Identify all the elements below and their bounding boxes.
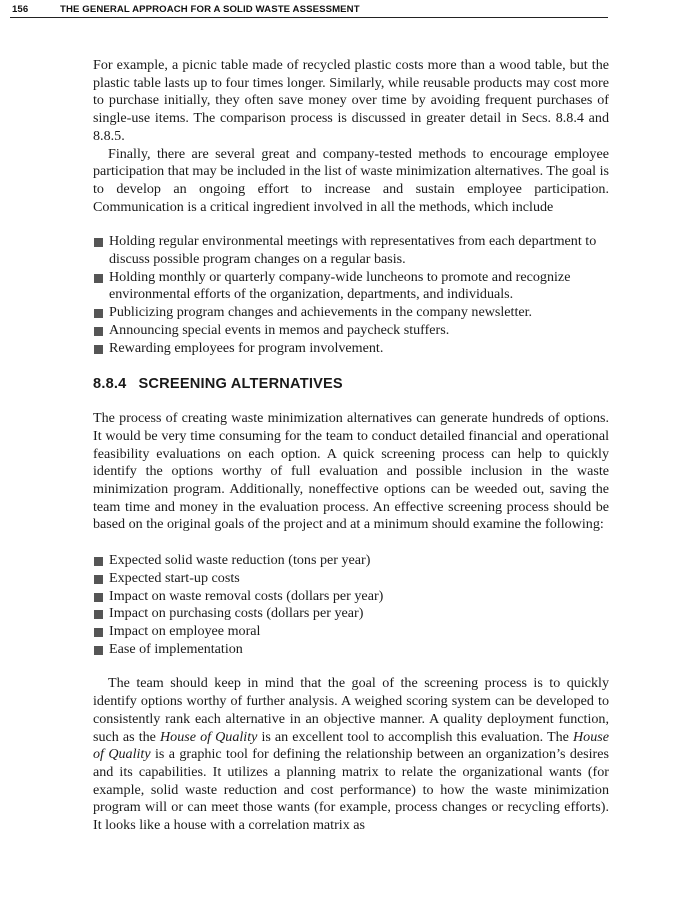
list-item: Holding regular environmental meetings with representatives from each department to discuss possible program changes on a regular basis. [93, 233, 609, 268]
section-number: 8.8.4 [93, 376, 127, 393]
square-bullet-icon [94, 238, 103, 247]
paragraph-screening-process: The process of creating waste minimization alternatives can generate hundreds of options. It would be very time consuming for the team to conduct detailed financial and operational feasibility evaluations on each option. A quick screening process can help to quickly identify the options worthy of full evaluation and possible inclusion in the waste minimization program. Additionally, noneffective options can be weeded out, saving the team time and money in the evaluation process. An effective screening process should be based on the original goals of the project and at a minimum should examine the following: [93, 410, 609, 533]
square-bullet-icon [94, 646, 103, 655]
section-heading [93, 375, 609, 393]
square-bullet-icon [94, 610, 103, 619]
square-bullet-icon [94, 593, 103, 602]
running-head-title: THE GENERAL APPROACH FOR A SOLID WASTE ASSESSMENT [60, 4, 360, 15]
participation-methods-list [93, 233, 609, 357]
section-title: SCREENING ALTERNATIVES [138, 376, 343, 393]
list-item: Impact on waste removal costs (dollars per year) [93, 588, 609, 606]
list-item: Publicizing program changes and achievements in the company newsletter. [93, 304, 609, 322]
list-item: Impact on employee moral [93, 623, 609, 641]
paragraph-employee-participation: Finally, there are several great and company-tested methods to encourage employee participation that may be included in the list of waste minimization alternatives. The goal is to develop an ongoing effort to increase and sustain employee participation. Communication is a critical ingredient involved in all the methods, which include [93, 145, 609, 215]
list-item: Announcing special events in memos and paycheck stuffers. [93, 322, 609, 340]
house-of-quality-term: House of Quality [160, 728, 258, 745]
running-head [10, 3, 608, 18]
house-of-quality-term: House of Quality [93, 728, 609, 763]
list-item: Ease of implementation [93, 641, 609, 659]
screening-criteria-list [93, 552, 609, 658]
square-bullet-icon [94, 628, 103, 637]
square-bullet-icon [94, 345, 103, 354]
list-item: Rewarding employees for program involvement. [93, 340, 609, 358]
square-bullet-icon [94, 557, 103, 566]
square-bullet-icon [94, 575, 103, 584]
page-body [93, 57, 609, 835]
square-bullet-icon [94, 327, 103, 336]
square-bullet-icon [94, 274, 103, 283]
list-item: Expected start-up costs [93, 570, 609, 588]
square-bullet-icon [94, 309, 103, 318]
paragraph-house-of-quality: The team should keep in mind that the goal of the screening process is to quickly identify options worthy of further analysis. A weighed scoring system can be developed to consistently rank each alternative in an objective manner. A quality deployment function, such as the House of Quality is an excellent tool to accomplish this evaluation. The House of Quality is a graphic tool for defining the relationship between an organization’s desires and its capabilities. It utilizes a planning matrix to relate the organizational wants (for example, solid waste reduction and cost performance) to how the waste minimization program will or can meet those wants (for example, process changes or recycling efforts). It looks like a house with a correlation matrix as [93, 675, 609, 834]
list-item: Impact on purchasing costs (dollars per year) [93, 605, 609, 623]
paragraph-picnic-table-example: For example, a picnic table made of recycled plastic costs more than a wood table, but the plastic table lasts up to four times longer. Similarly, while reusable products may cost more to purchase initially, they often save money over time by avoiding frequent purchases of single-use items. The comparison process is discussed in greater detail in Secs. 8.8.4 and 8.8.5. [93, 57, 609, 144]
list-item: Expected solid waste reduction (tons per year) [93, 552, 609, 570]
list-item: Holding monthly or quarterly company-wide luncheons to promote and recognize environmental efforts of the organization, departments, and individuals. [93, 269, 609, 304]
page-number: 156 [12, 4, 29, 15]
